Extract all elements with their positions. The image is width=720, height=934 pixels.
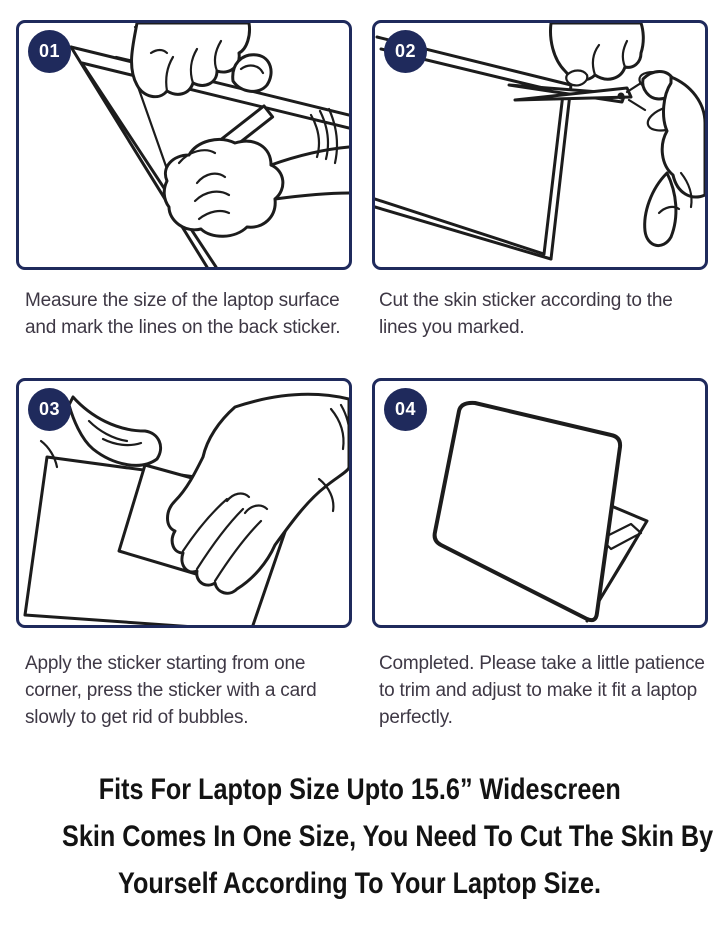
scissors-hand [643, 72, 705, 246]
step-03-number: 03 [38, 399, 61, 419]
step-01-caption: Measure the size of the laptop surface and mark the lines on the back sticker. [25, 290, 341, 338]
size-notice-line-1: Fits For Laptop Size Upto 15.6” Widescreen [98, 773, 622, 806]
sleeve-hatching [311, 109, 337, 163]
step-01-badge [28, 30, 71, 73]
step-03-badge [28, 388, 71, 431]
step-02-panel [372, 20, 708, 270]
holding-hand [132, 23, 272, 97]
step-04-number: 04 [394, 399, 417, 419]
step-01-number: 01 [38, 41, 61, 61]
writing-hand [164, 139, 349, 236]
step-03-panel [16, 378, 352, 628]
size-notice [0, 766, 720, 907]
pinching-hand [551, 23, 644, 85]
step-04-panel [372, 378, 708, 628]
step-02-badge [384, 30, 427, 73]
laptop-lid [435, 403, 620, 620]
size-notice-line-3: Yourself According To Your Laptop Size. [118, 867, 602, 900]
pressing-hand [168, 394, 350, 593]
size-notice-line-2: Skin Comes In One Size, You Need To Cut The Skin By [62, 820, 714, 853]
step-04-badge [384, 388, 427, 431]
step-01-panel [16, 20, 352, 270]
step-02-number: 02 [394, 41, 417, 61]
step-02-caption: Cut the skin sticker according to the lines you marked. [379, 290, 673, 338]
step-03-caption: Apply the sticker starting from one corner, press the sticker with a card slowly to get rid of bubbles. [25, 653, 317, 728]
step-04-caption: Completed. Please take a little patience to trim and adjust to make it fit a laptop perfectly. [379, 653, 705, 728]
